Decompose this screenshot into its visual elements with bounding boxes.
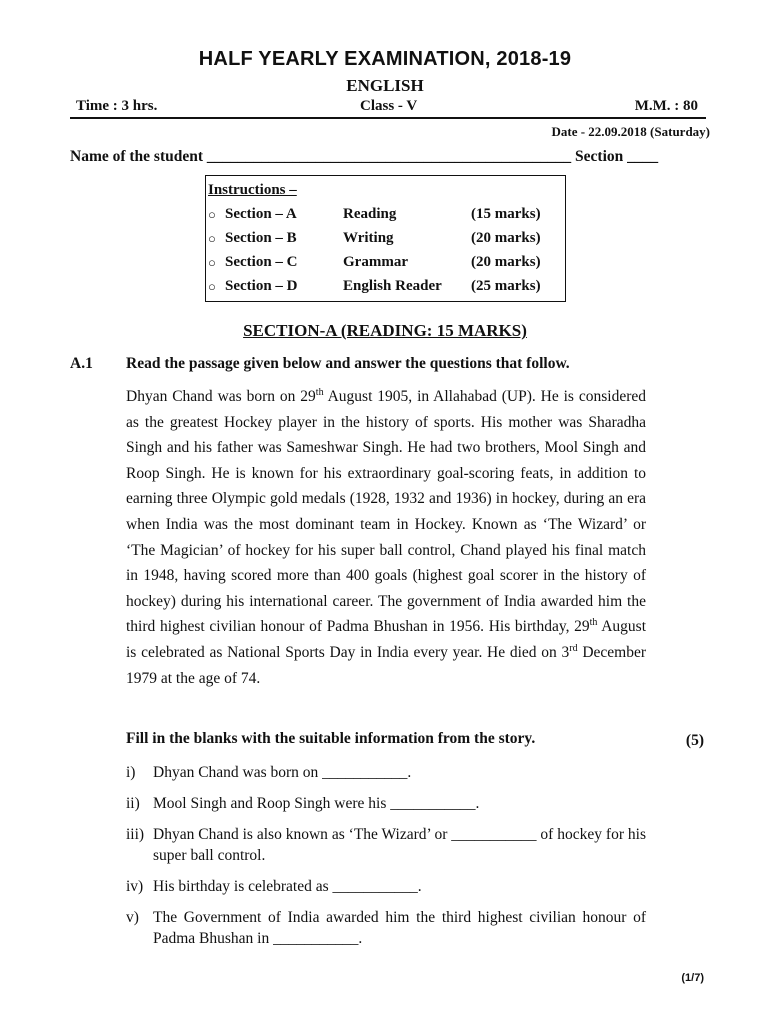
item-text: Dhyan Chand is also known as ‘The Wizard’ or ___________ of hockey for his super ball control. (153, 826, 646, 864)
instruction-area: English Reader (343, 278, 442, 294)
instruction-area: Grammar (343, 254, 408, 270)
subject-title: ENGLISH (346, 76, 424, 95)
max-marks: M.M. : 80 (634, 98, 698, 114)
bullet-icon: ○ (208, 207, 216, 222)
item-text: The Government of India awarded him the third highest civilian honour of Padma Bhushan in ___________. (153, 909, 646, 947)
ordinal-suffix: th (589, 617, 598, 629)
bullet-icon: ○ (208, 231, 216, 246)
passage-text: August 1905, in Allahabad (UP). He is considered as the greatest Hockey player in the history of sports. His mother was Sharadha Singh and his father was Sameshwar Singh. He had two brothers, Mool Singh and Roop Singh. He is known for his extraordinary goal-scoring feats, in addition to earning three Olympic gold medals (1928, 1932 and 1936) in hockey, during an era when India was the most dominant team in Hockey. Known as ‘The Wizard’ or ‘The Magician’ of hockey for his super ball control, Chand played his final match in 1948, having scored more than 400 goals (highest goal scorer in the history of hockey) during his international career. The government of India awarded him the third highest civilian honour of Padma Bhushan in 1956. His birthday, 29 (126, 388, 647, 636)
instruction-marks: (20 marks) (471, 254, 541, 270)
student-name-line: Name of the student _______________________________________________ Section ____ (70, 148, 659, 165)
item-text: His birthday is celebrated as ___________. (153, 878, 422, 895)
item-number: iv) (126, 878, 144, 895)
instructions-heading: Instructions – (208, 182, 297, 198)
instruction-row (208, 206, 563, 226)
fill-blanks-marks: (5) (685, 732, 704, 749)
header-rule (70, 117, 706, 119)
instruction-marks: (25 marks) (471, 278, 541, 294)
instruction-row (208, 254, 563, 274)
exam-title: HALF YEARLY EXAMINATION, 2018-19 (198, 48, 572, 70)
bullet-icon: ○ (208, 255, 216, 270)
instruction-marks: (15 marks) (471, 206, 541, 222)
item-text: Mool Singh and Roop Singh were his ___________. (153, 795, 480, 812)
instruction-marks: (20 marks) (471, 230, 541, 246)
exam-meta-row (76, 98, 704, 116)
instructions-box (205, 175, 566, 302)
passage-text: Dhyan Chand was born on 29 (126, 388, 316, 405)
item-text: Dhyan Chand was born on ___________. (153, 764, 412, 781)
ordinal-suffix: rd (569, 642, 578, 654)
fill-blanks-heading: Fill in the blanks with the suitable information from the story. (126, 730, 536, 747)
exam-time: Time : 3 hrs. (76, 98, 158, 114)
question-heading: Read the passage given below and answer the questions that follow. (126, 355, 570, 372)
instruction-section: Section – D (225, 278, 298, 294)
item-number: iii) (126, 826, 145, 843)
instruction-section: Section – A (225, 206, 297, 222)
item-number: i) (126, 764, 136, 781)
bullet-icon: ○ (208, 279, 216, 294)
instruction-section: Section – C (225, 254, 298, 270)
item-number: ii) (126, 795, 140, 812)
page-number: (1/7) (681, 972, 704, 984)
reading-passage (126, 384, 646, 691)
passage-text: August is celebrated as National Sports Day in India every year. He died on 3 (126, 618, 646, 661)
instruction-area: Reading (343, 206, 397, 222)
instruction-row (208, 278, 563, 298)
exam-date: Date - 22.09.2018 (Saturday) (551, 124, 710, 139)
question-number: A.1 (70, 355, 93, 372)
instruction-area: Writing (343, 230, 394, 246)
ordinal-suffix: th (315, 386, 324, 398)
passage-text: December 1979 at the age of 74. (126, 643, 647, 687)
item-number: v) (126, 909, 139, 926)
instruction-row (208, 230, 563, 250)
section-a-heading: SECTION-A (READING: 15 MARKS) (243, 321, 527, 340)
instruction-section: Section – B (225, 230, 297, 246)
exam-class: Class - V (360, 98, 418, 114)
